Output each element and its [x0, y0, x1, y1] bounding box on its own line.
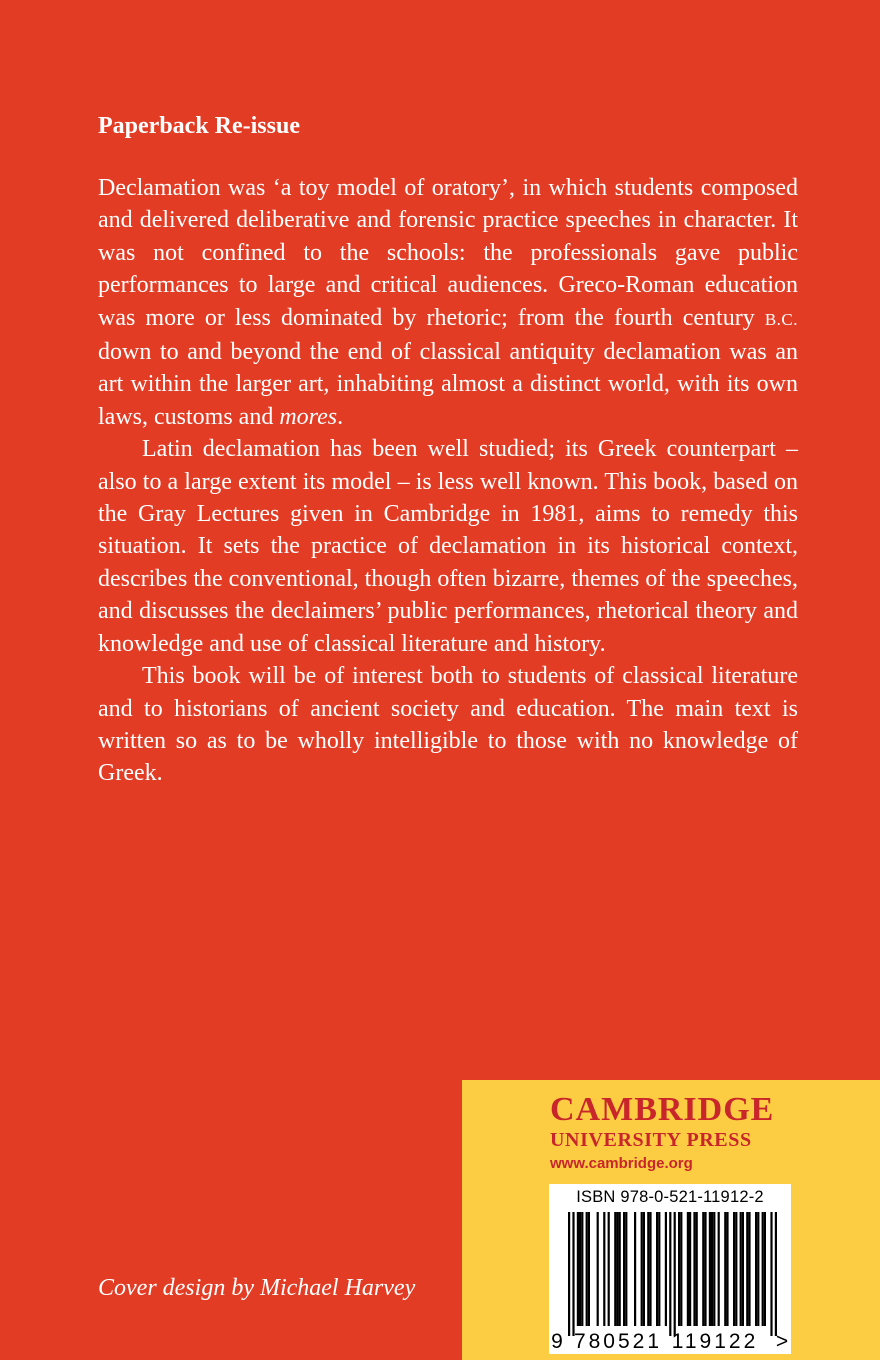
- reissue-heading: Paperback Re-issue: [98, 113, 300, 139]
- cover-design-credit: Cover design by Michael Harvey: [98, 1275, 416, 1301]
- barcode-bar: [746, 1212, 748, 1326]
- barcode-bar: [656, 1212, 658, 1326]
- barcode-box: [549, 1184, 791, 1354]
- barcode-bar: [669, 1212, 671, 1336]
- mores-italic: mores: [279, 403, 338, 430]
- barcode-bar: [704, 1212, 706, 1326]
- barcode-bar: [616, 1212, 618, 1326]
- blurb-paragraph-2: Latin declamation has been well studied; its Greek counterpart – also to a large extent its model – is less well known. This book, based on the Gray Lectures given in Cambridge in 1981, aims to remedy this situation. It sets the practice of declamation in its historical context, describes the conventional, though often bizarre, themes of the speeches, and discusses the declaimers’ public performances, rhetorical theory and knowledge and use of classical literature and history.: [98, 436, 798, 657]
- barcode-bar: [625, 1212, 627, 1326]
- barcode-bar: [614, 1212, 616, 1326]
- barcode-bar: [735, 1212, 737, 1326]
- barcode-bar: [709, 1212, 711, 1326]
- barcode-bar: [568, 1212, 570, 1336]
- barcode-bar: [742, 1212, 744, 1326]
- barcode-bar: [718, 1212, 720, 1326]
- barcode-bar: [608, 1212, 610, 1326]
- barcode-bar: [619, 1212, 621, 1326]
- barcode-bar: [603, 1212, 605, 1326]
- barcode-bar: [696, 1212, 698, 1326]
- barcode-bar: [726, 1212, 728, 1326]
- barcode-bar: [702, 1212, 704, 1326]
- barcode-bar: [674, 1212, 676, 1336]
- barcode-bar: [572, 1212, 574, 1336]
- barcode-bar: [665, 1212, 667, 1326]
- blurb-text: [98, 172, 798, 790]
- barcode-bar: [687, 1212, 689, 1326]
- publisher-url[interactable]: www.cambridge.org: [550, 1155, 693, 1172]
- barcode-image: [549, 1208, 791, 1354]
- publisher-subtitle: UNIVERSITY PRESS: [550, 1129, 752, 1151]
- blurb-paragraph-3: This book will be of interest both to students of classical literature and to historians of ancient society and education. The main text is written so as to be wholly intelligible to those with no knowledge of Greek.: [98, 663, 798, 787]
- barcode-bar: [597, 1212, 599, 1326]
- blurb-p1-text-c: .: [337, 403, 344, 430]
- barcode-bar: [689, 1212, 691, 1326]
- barcode-bar: [581, 1212, 583, 1326]
- barcode-bar: [755, 1212, 757, 1326]
- era-abbreviation: B.C.: [764, 309, 798, 329]
- barcode-bar: [643, 1212, 645, 1326]
- barcode-end-mark: >: [775, 1330, 789, 1353]
- barcode-bar: [658, 1212, 660, 1326]
- barcode-bar: [757, 1212, 759, 1326]
- barcode-bar: [634, 1212, 636, 1326]
- barcode-bar: [733, 1212, 735, 1326]
- barcode-bar: [577, 1212, 579, 1326]
- barcode-bar: [740, 1212, 742, 1326]
- publisher-panel: [462, 1080, 880, 1360]
- barcode-bar: [693, 1212, 695, 1326]
- barcode-bar: [711, 1212, 713, 1326]
- barcode-bars: [568, 1212, 777, 1336]
- isbn-label: ISBN 978-0-521-11912-2: [576, 1188, 764, 1206]
- barcode-bar: [680, 1212, 682, 1326]
- barcode-bar: [764, 1212, 766, 1326]
- barcode-bar: [649, 1212, 651, 1326]
- barcode-bar: [678, 1212, 680, 1326]
- barcode-bar: [588, 1212, 590, 1326]
- barcode-bar: [770, 1212, 772, 1336]
- barcode-bar: [724, 1212, 726, 1326]
- barcode-bar: [623, 1212, 625, 1326]
- barcode-bar: [762, 1212, 764, 1326]
- blurb-paragraph-1: [98, 172, 798, 433]
- barcode-bar: [579, 1212, 581, 1326]
- barcode-bar: [641, 1212, 643, 1326]
- barcode-digit-first: 9: [551, 1330, 563, 1353]
- barcode-digits-right: 119122: [671, 1330, 759, 1353]
- barcode-digits-left: 780521: [573, 1330, 663, 1353]
- publisher-name: CAMBRIDGE: [550, 1091, 775, 1128]
- blurb-p1-text-b: down to and beyond the end of classical antiquity declamation was an art within the larger art, inhabiting almost a distinct world, with its own laws, customs and: [98, 339, 798, 430]
- barcode-bar: [647, 1212, 649, 1326]
- barcode-bar: [748, 1212, 750, 1326]
- blurb-p1-text-a: Declamation was ‘a toy model of oratory’, in which students composed and delivered deliberative and forensic practice speeches in character. It was not confined to the schools: the professionals gave public performances to large and critical audiences. Greco-Roman education was more or less dominated by rhetoric; from the fourth century: [98, 175, 798, 331]
- barcode-bar: [586, 1212, 588, 1326]
- barcode-bar: [713, 1212, 715, 1326]
- barcode-bar: [775, 1212, 777, 1336]
